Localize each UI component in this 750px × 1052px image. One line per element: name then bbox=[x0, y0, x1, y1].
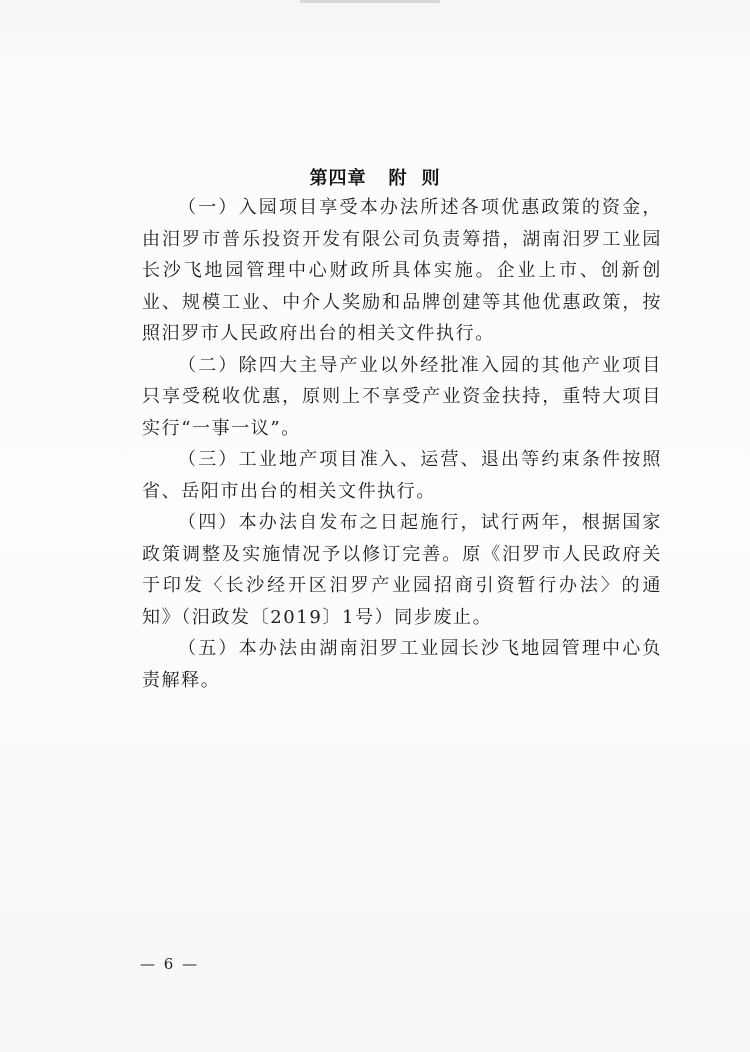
paragraph-2: （二）除四大主导产业以外经批准入园的其他产业项目只享受税收优惠，原则上不享受产业资金扶持，重特大项目实行“一事一议”。 bbox=[142, 354, 662, 439]
paragraph-1: （一）入园项目享受本办法所述各项优惠政策的资金，由汨罗市普乐投资开发有限公司负责筹措，湖南汨罗工业园长沙飞地园管理中心财政所具体实施。企业上市、创新创业、规模工业、中介人奖励和品牌创建等其他优惠政策，按照汨罗市人民政府出台的相关文件执行。 bbox=[142, 197, 662, 344]
chapter-number: 第四章 bbox=[309, 168, 367, 189]
chapter-title-part-2: 则 bbox=[421, 168, 441, 189]
chapter-title-part-1: 附 bbox=[388, 168, 408, 189]
scan-edge-shadow bbox=[300, 0, 440, 3]
paragraph-4: （四）本办法自发布之日起施行，试行两年，根据国家政策调整及实施情况予以修订完善。原《汨罗市人民政府关于印发〈长沙经开区汨罗产业园招商引资暂行办法〉的通知》（汨政发〔2019〕1号）同步废止。 bbox=[142, 512, 662, 628]
paragraph-5: （五）本办法由湖南汨罗工业园长沙飞地园管理中心负责解释。 bbox=[142, 638, 662, 691]
chapter-heading bbox=[0, 164, 750, 190]
paragraph-3: （三）工业地产项目准入、运营、退出等约束条件按照省、岳阳市出台的相关文件执行。 bbox=[142, 449, 662, 502]
page-number: — 6 — bbox=[140, 955, 200, 973]
chapter-body bbox=[142, 192, 662, 696]
